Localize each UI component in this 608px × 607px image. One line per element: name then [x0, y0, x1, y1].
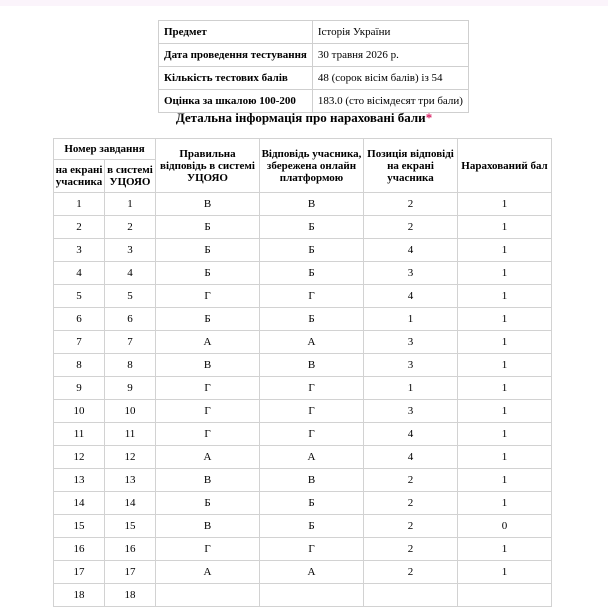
table-row	[54, 308, 552, 331]
cell-screen-number: 7	[54, 331, 105, 354]
summary-label: Оцінка за шкалою 100-200	[159, 90, 313, 113]
table-row	[54, 423, 552, 446]
cell-system-number: 6	[105, 308, 156, 331]
cell-answer-position: 4	[364, 239, 458, 262]
cell-participant-answer: Б	[260, 492, 364, 515]
cell-screen-number: 8	[54, 354, 105, 377]
table-row	[54, 239, 552, 262]
cell-answer-position: 2	[364, 469, 458, 492]
results-body	[54, 193, 552, 607]
cell-participant-answer: А	[260, 561, 364, 584]
summary-value: 183.0 (сто вісімдесят три бали)	[312, 90, 468, 113]
cell-participant-answer: В	[260, 469, 364, 492]
cell-answer-position: 1	[364, 308, 458, 331]
cell-screen-number: 4	[54, 262, 105, 285]
cell-participant-answer: Г	[260, 285, 364, 308]
cell-correct-answer: А	[156, 446, 260, 469]
table-row	[54, 377, 552, 400]
cell-score: 1	[458, 446, 552, 469]
cell-answer-position: 3	[364, 400, 458, 423]
cell-screen-number: 10	[54, 400, 105, 423]
cell-score: 1	[458, 308, 552, 331]
cell-participant-answer: Г	[260, 423, 364, 446]
cell-score: 1	[458, 423, 552, 446]
table-row	[54, 262, 552, 285]
cell-screen-number: 1	[54, 193, 105, 216]
cell-score: 1	[458, 492, 552, 515]
cell-answer-position: 4	[364, 285, 458, 308]
header-answer-position: Позиція відповіді на екрані учасника	[364, 139, 458, 193]
cell-correct-answer	[156, 584, 260, 607]
cell-system-number: 7	[105, 331, 156, 354]
cell-correct-answer: Б	[156, 262, 260, 285]
cell-system-number: 10	[105, 400, 156, 423]
cell-score	[458, 584, 552, 607]
header-in-system: в системі УЦОЯО	[105, 160, 156, 193]
summary-value: 30 травня 2026 р.	[312, 44, 468, 67]
table-row	[54, 515, 552, 538]
cell-system-number: 14	[105, 492, 156, 515]
summary-value: 48 (сорок вісім балів) із 54	[312, 67, 468, 90]
header-correct-answer: Правильна відповідь в системі УЦОЯО	[156, 139, 260, 193]
cell-answer-position: 2	[364, 561, 458, 584]
cell-system-number: 4	[105, 262, 156, 285]
cell-correct-answer: Б	[156, 308, 260, 331]
summary-label: Дата проведення тестування	[159, 44, 313, 67]
cell-answer-position	[364, 584, 458, 607]
cell-score: 1	[458, 538, 552, 561]
header-participant-answer: Відповідь учасника, збережена онлайн платформою	[260, 139, 364, 193]
summary-label: Кількість тестових балів	[159, 67, 313, 90]
cell-system-number: 16	[105, 538, 156, 561]
summary-row-date	[159, 44, 469, 67]
summary-label: Предмет	[159, 21, 313, 44]
cell-score: 1	[458, 262, 552, 285]
cell-screen-number: 2	[54, 216, 105, 239]
cell-score: 1	[458, 239, 552, 262]
table-row	[54, 492, 552, 515]
cell-screen-number: 18	[54, 584, 105, 607]
cell-system-number: 9	[105, 377, 156, 400]
cell-system-number: 18	[105, 584, 156, 607]
cell-answer-position: 2	[364, 538, 458, 561]
cell-correct-answer: Г	[156, 538, 260, 561]
cell-participant-answer: Б	[260, 262, 364, 285]
cell-screen-number: 17	[54, 561, 105, 584]
cell-correct-answer: А	[156, 331, 260, 354]
cell-system-number: 12	[105, 446, 156, 469]
cell-screen-number: 15	[54, 515, 105, 538]
summary-row-test-points	[159, 67, 469, 90]
cell-answer-position: 2	[364, 193, 458, 216]
section-title-text: Детальна інформація про нараховані бали	[175, 110, 426, 125]
cell-answer-position: 3	[364, 354, 458, 377]
cell-participant-answer	[260, 584, 364, 607]
cell-screen-number: 5	[54, 285, 105, 308]
cell-participant-answer: В	[260, 193, 364, 216]
cell-system-number: 2	[105, 216, 156, 239]
cell-system-number: 1	[105, 193, 156, 216]
summary-value: Історія України	[312, 21, 468, 44]
summary-row-subject	[159, 21, 469, 44]
cell-answer-position: 4	[364, 446, 458, 469]
cell-screen-number: 11	[54, 423, 105, 446]
cell-system-number: 17	[105, 561, 156, 584]
cell-system-number: 5	[105, 285, 156, 308]
table-row	[54, 469, 552, 492]
results-header-row	[54, 139, 552, 160]
cell-screen-number: 12	[54, 446, 105, 469]
cell-score: 1	[458, 216, 552, 239]
required-mark: *	[425, 110, 433, 125]
cell-correct-answer: А	[156, 561, 260, 584]
cell-participant-answer: Б	[260, 216, 364, 239]
table-row	[54, 446, 552, 469]
header-task-number: Номер завдання	[54, 139, 156, 160]
page-top-band	[0, 0, 608, 6]
table-row	[54, 354, 552, 377]
cell-system-number: 13	[105, 469, 156, 492]
table-row	[54, 538, 552, 561]
table-row	[54, 193, 552, 216]
cell-answer-position: 3	[364, 262, 458, 285]
cell-answer-position: 4	[364, 423, 458, 446]
cell-score: 1	[458, 285, 552, 308]
cell-screen-number: 6	[54, 308, 105, 331]
results-table	[53, 138, 552, 607]
cell-answer-position: 2	[364, 216, 458, 239]
cell-participant-answer: Б	[260, 308, 364, 331]
cell-screen-number: 9	[54, 377, 105, 400]
table-row	[54, 561, 552, 584]
cell-score: 1	[458, 193, 552, 216]
cell-screen-number: 14	[54, 492, 105, 515]
cell-correct-answer: В	[156, 469, 260, 492]
cell-participant-answer: Г	[260, 377, 364, 400]
table-row	[54, 331, 552, 354]
cell-participant-answer: Г	[260, 538, 364, 561]
cell-participant-answer: В	[260, 354, 364, 377]
cell-correct-answer: Г	[156, 423, 260, 446]
section-title	[0, 110, 608, 126]
cell-answer-position: 1	[364, 377, 458, 400]
cell-score: 1	[458, 354, 552, 377]
cell-participant-answer: А	[260, 331, 364, 354]
cell-score: 1	[458, 469, 552, 492]
cell-correct-answer: Б	[156, 239, 260, 262]
cell-system-number: 8	[105, 354, 156, 377]
cell-screen-number: 13	[54, 469, 105, 492]
cell-system-number: 15	[105, 515, 156, 538]
table-row	[54, 400, 552, 423]
cell-score: 1	[458, 331, 552, 354]
table-row	[54, 584, 552, 607]
cell-system-number: 3	[105, 239, 156, 262]
cell-participant-answer: Б	[260, 239, 364, 262]
cell-correct-answer: Г	[156, 285, 260, 308]
cell-screen-number: 16	[54, 538, 105, 561]
cell-participant-answer: Г	[260, 400, 364, 423]
table-row	[54, 285, 552, 308]
cell-correct-answer: Б	[156, 216, 260, 239]
cell-screen-number: 3	[54, 239, 105, 262]
cell-score: 0	[458, 515, 552, 538]
cell-correct-answer: Г	[156, 377, 260, 400]
cell-system-number: 11	[105, 423, 156, 446]
cell-score: 1	[458, 400, 552, 423]
cell-score: 1	[458, 561, 552, 584]
cell-correct-answer: В	[156, 354, 260, 377]
header-on-screen: на екрані учасника	[54, 160, 105, 193]
cell-correct-answer: В	[156, 515, 260, 538]
cell-participant-answer: А	[260, 446, 364, 469]
summary-table	[158, 20, 469, 113]
cell-answer-position: 3	[364, 331, 458, 354]
cell-score: 1	[458, 377, 552, 400]
cell-correct-answer: В	[156, 193, 260, 216]
cell-correct-answer: Г	[156, 400, 260, 423]
cell-answer-position: 2	[364, 515, 458, 538]
table-row	[54, 216, 552, 239]
header-score: Нарахований бал	[458, 139, 552, 193]
cell-participant-answer: Б	[260, 515, 364, 538]
cell-correct-answer: Б	[156, 492, 260, 515]
cell-answer-position: 2	[364, 492, 458, 515]
